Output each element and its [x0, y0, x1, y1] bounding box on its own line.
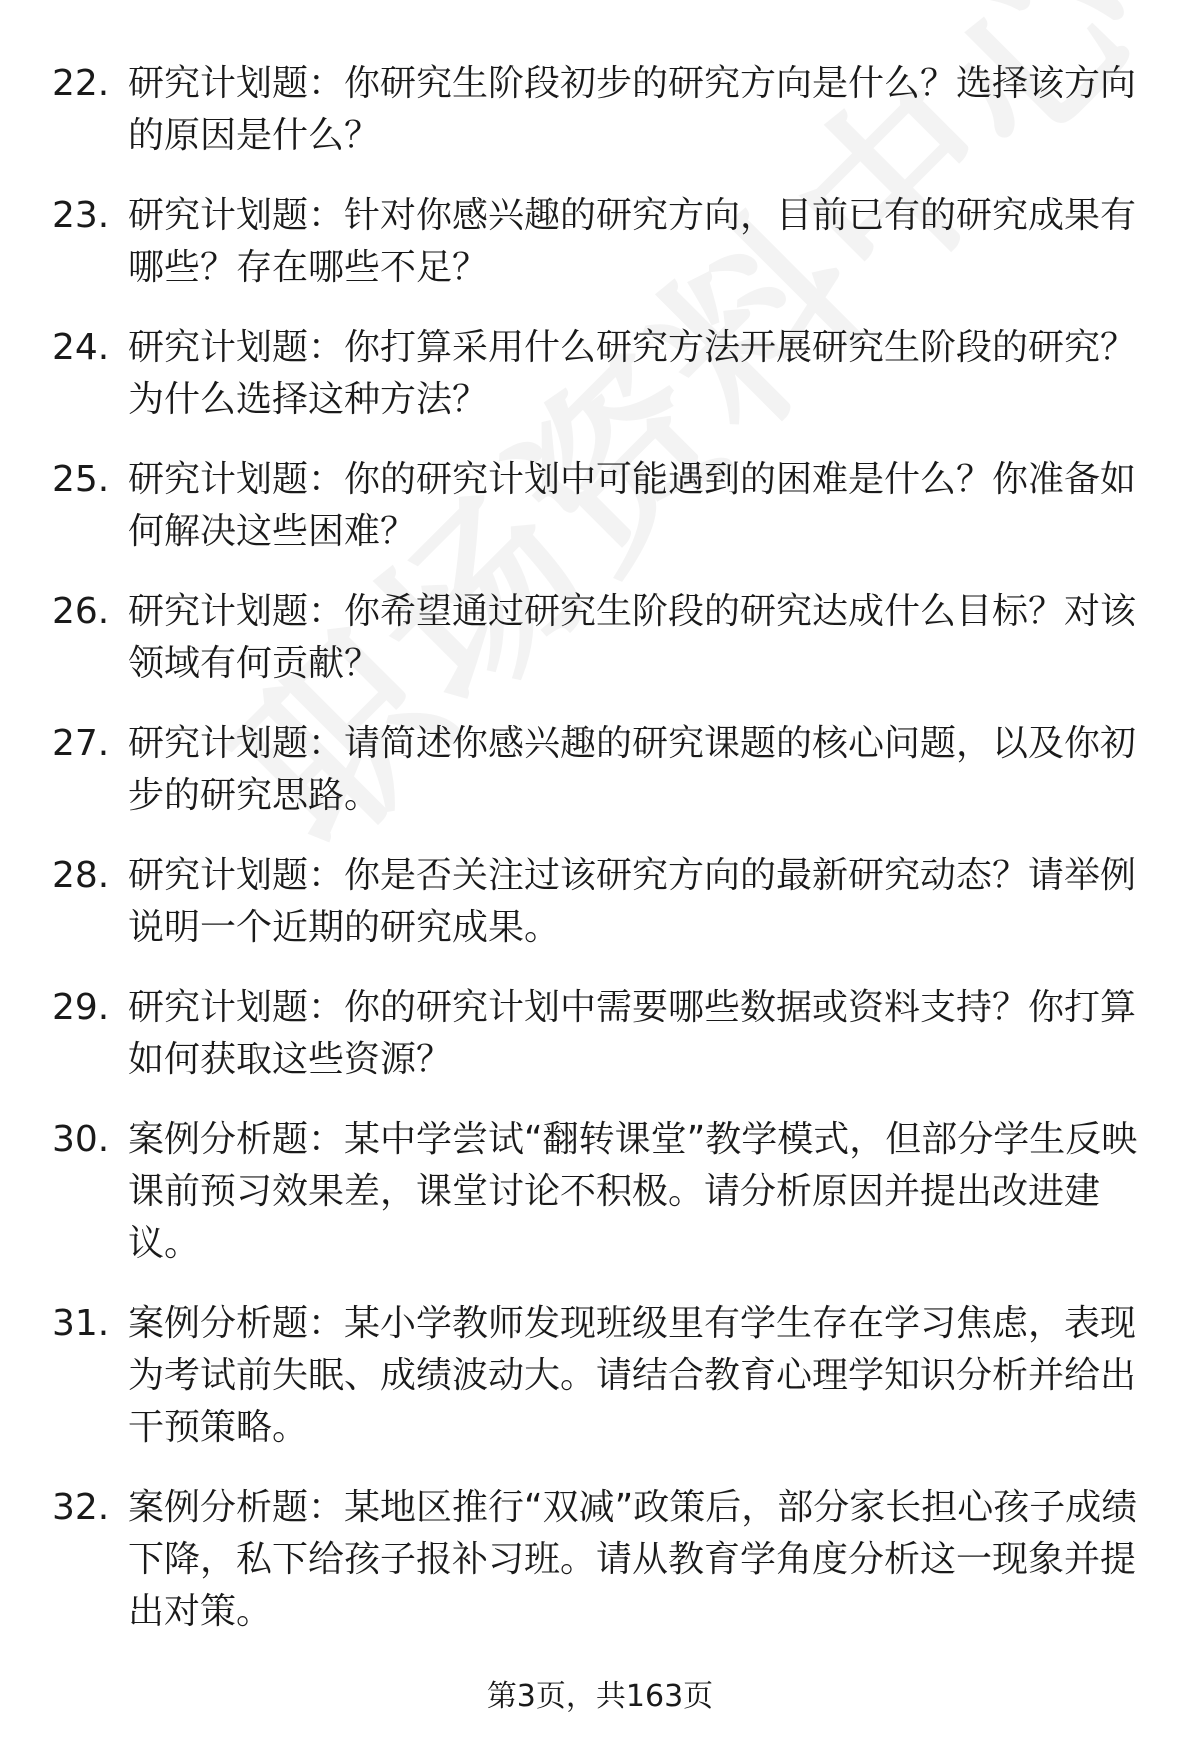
- question-number: 30.: [52, 1119, 110, 1160]
- question-number: 24.: [52, 327, 110, 368]
- question-text: 研究计划题：你的研究计划中可能遇到的困难是什么？你准备如何解决这些困难？: [128, 459, 1137, 552]
- question-text: 案例分析题：某中学尝试“翻转课堂”教学模式，但部分学生反映课前预习效果差，课堂讨论不积极。请分析原因并提出改进建议。: [128, 1119, 1138, 1264]
- question-text: 案例分析题：某地区推行“双减”政策后，部分家长担心孩子成绩下降，私下给孩子报补习班。请从教育学角度分析这一现象并提出对策。: [128, 1487, 1138, 1632]
- question-number: 27.: [52, 723, 110, 764]
- question-item: [0, 718, 1200, 822]
- question-item: [0, 1482, 1200, 1638]
- question-item: [0, 454, 1200, 558]
- question-text: 研究计划题：请简述你感兴趣的研究课题的核心问题，以及你初步的研究思路。: [128, 723, 1137, 816]
- question-text: 研究计划题：你的研究计划中需要哪些数据或资料支持？你打算如何获取这些资源？: [128, 987, 1137, 1080]
- question-text: 研究计划题：你是否关注过该研究方向的最新研究动态？请举例说明一个近期的研究成果。: [128, 855, 1137, 948]
- question-text: 研究计划题：你打算采用什么研究方法开展研究生阶段的研究？为什么选择这种方法？: [128, 327, 1137, 420]
- question-item: [0, 586, 1200, 690]
- question-text: 案例分析题：某小学教师发现班级里有学生存在学习焦虑，表现为考试前失眠、成绩波动大。请结合教育心理学知识分析并给出干预策略。: [128, 1303, 1137, 1448]
- question-item: [0, 982, 1200, 1086]
- question-item: [0, 1298, 1200, 1454]
- page-number-label: 第3页，共163页: [486, 1679, 714, 1714]
- question-item: [0, 322, 1200, 426]
- page-footer: [0, 1675, 1200, 1719]
- question-item: [0, 850, 1200, 954]
- question-item: [0, 1114, 1200, 1270]
- question-text: 研究计划题：针对你感兴趣的研究方向，目前已有的研究成果有哪些？存在哪些不足？: [128, 195, 1137, 288]
- question-number: 25.: [52, 459, 110, 500]
- question-number: 31.: [52, 1303, 110, 1344]
- question-item: [0, 58, 1200, 162]
- question-text: 研究计划题：你希望通过研究生阶段的研究达成什么目标？对该领域有何贡献？: [128, 591, 1137, 684]
- question-item: [0, 190, 1200, 294]
- question-number: 26.: [52, 591, 110, 632]
- question-list: [0, 58, 1200, 1666]
- question-number: 23.: [52, 195, 110, 236]
- question-number: 29.: [52, 987, 110, 1028]
- question-number: 22.: [52, 63, 110, 104]
- question-number: 32.: [52, 1487, 110, 1528]
- question-number: 28.: [52, 855, 110, 896]
- question-text: 研究计划题：你研究生阶段初步的研究方向是什么？选择该方向的原因是什么？: [128, 63, 1137, 156]
